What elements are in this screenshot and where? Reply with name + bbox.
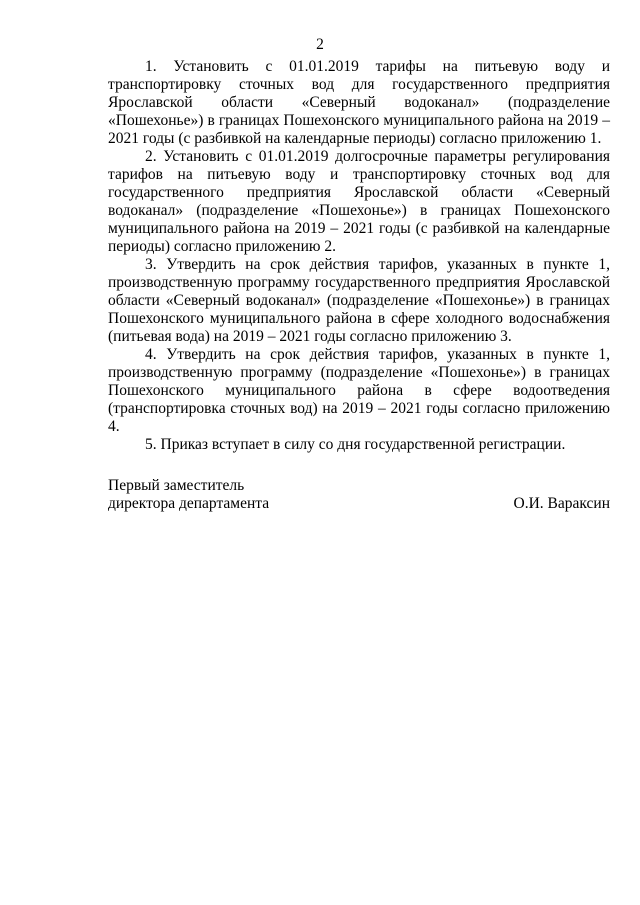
paragraph-2: 2. Установить с 01.01.2019 долгосрочные параметры регулирования тарифов на питьевую воду и транспортировку сточных вод для государственного предприятия Ярославской области «Северный водоканал» (подразделение «Пошехонье») в границах Пошехонского муниципального района на 2019 – 2021 годы (с разбивкой на календарные периоды) согласно приложению 2. xyxy=(108,148,610,255)
signatory-name: О.И. Вараксин xyxy=(513,495,610,512)
paragraph-5: 5. Приказ вступает в силу со дня государственной регистрации. xyxy=(145,436,566,453)
signatory-position-line2: директора департамента xyxy=(108,495,270,512)
signature-row xyxy=(108,495,610,513)
signature-block xyxy=(108,477,610,513)
paragraph-3: 3. Утвердить на срок действия тарифов, указанных в пункте 1, производственную программу государственного предприятия Ярославской области «Северный водоканал» (подразделение «Пошехонье») в границах Пошехонского муниципального района в сфере холодного водоснабжения (питьевая вода) на 2019 – 2021 годы согласно приложению 3. xyxy=(108,256,610,345)
paragraph-1: 1. Установить с 01.01.2019 тарифы на питьевую воду и транспортировку сточных вод для государственного предприятия Ярославской области «Северный водоканал» (подразделение «Пошехонье») в границах Пошехонского муниципального района на 2019 – 2021 годы (с разбивкой на календарные периоды) согласно приложению 1. xyxy=(108,58,610,147)
signatory-position-line1: Первый заместитель xyxy=(108,477,245,494)
paragraph-4: 4. Утвердить на срок действия тарифов, указанных в пункте 1, производственную программу (подразделение «Пошехонье») в границах Пошехонского муниципального района в сфере водоотведения (транспортировка сточных вод) на 2019 – 2021 годы согласно приложению 4. xyxy=(108,346,610,435)
page-number: 2 xyxy=(316,36,324,53)
order-body xyxy=(108,58,610,454)
